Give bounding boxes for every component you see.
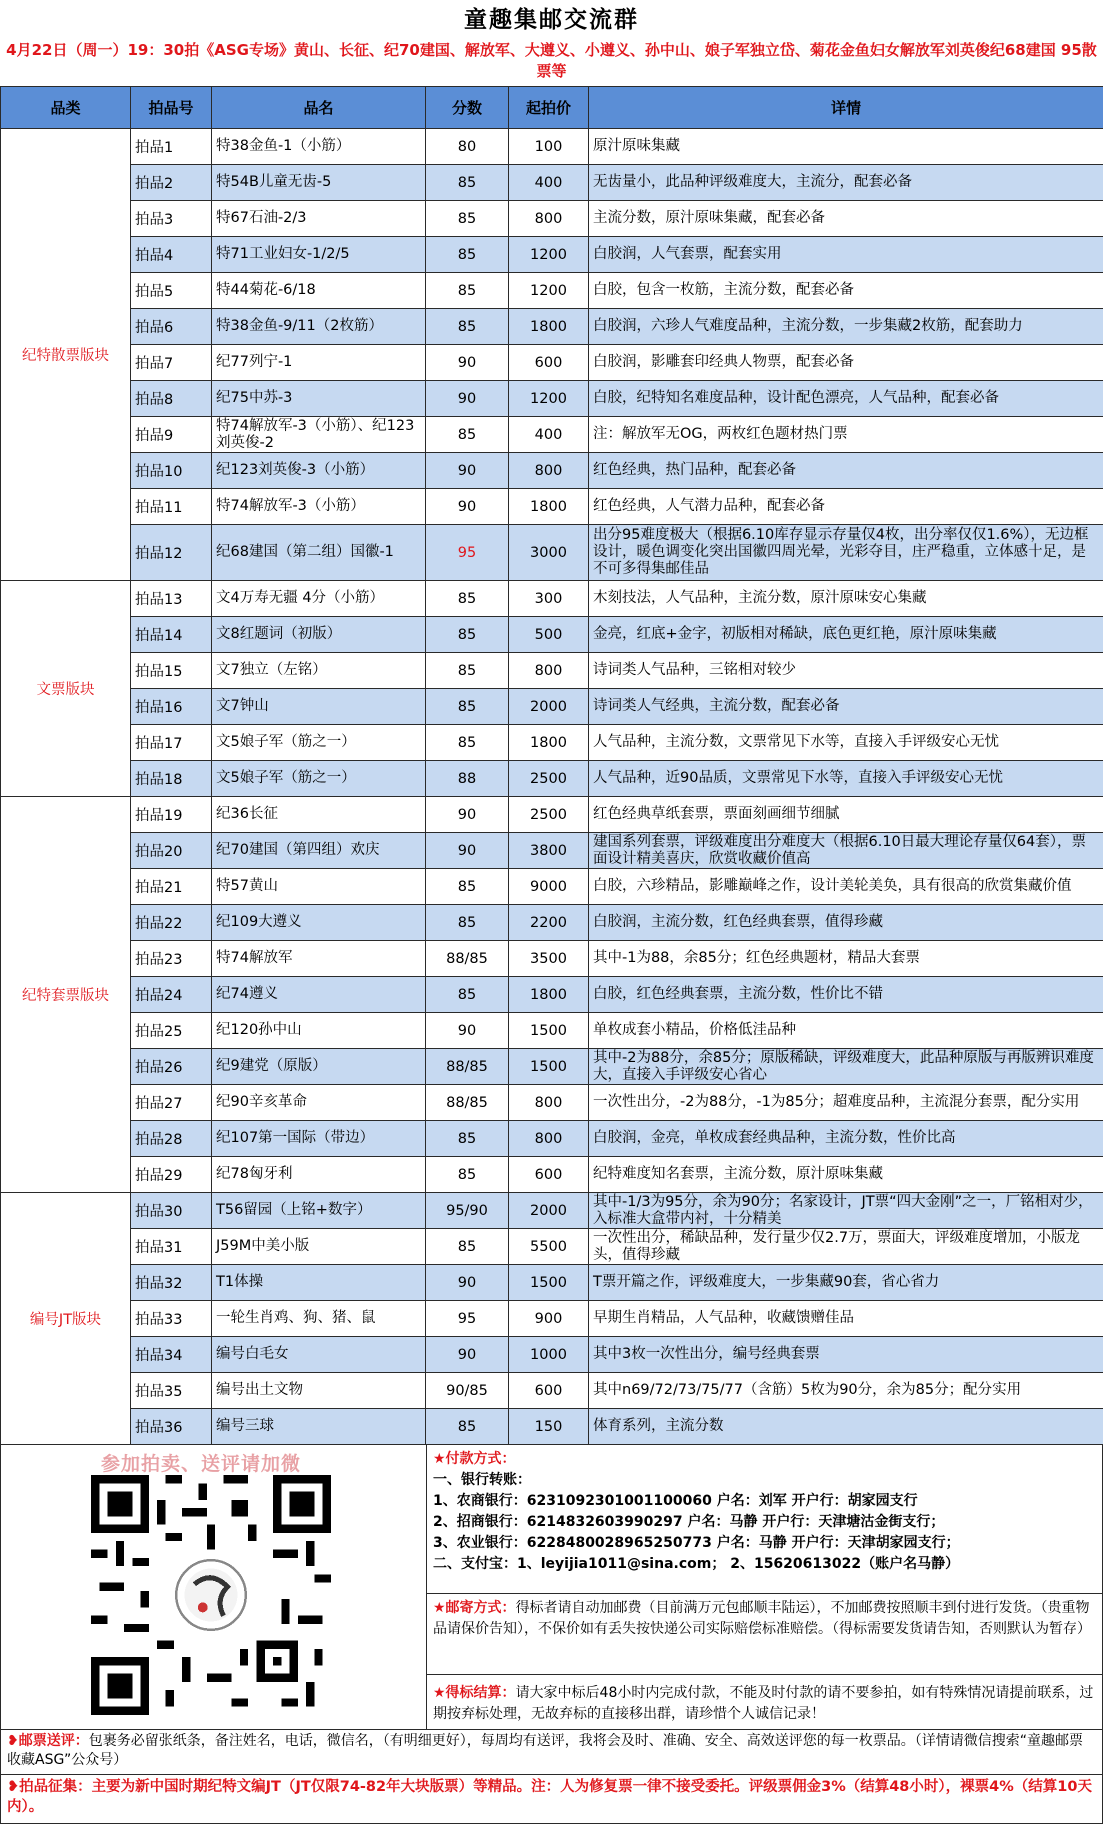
lot-name-cell: 文4万寿无疆 4分（小筋） xyxy=(212,581,426,617)
review-note xyxy=(0,1729,1103,1775)
lot-score-cell: 85 xyxy=(426,165,509,201)
lot-detail-cell: 白胶润，六珍人气难度品种，主流分数，一步集藏2枚筋，配套助力 xyxy=(589,309,1103,345)
table-row xyxy=(1,761,1103,797)
lot-score-cell: 90 xyxy=(426,345,509,381)
table-row xyxy=(1,617,1103,653)
mailing-label: ★邮寄方式： xyxy=(433,1600,516,1616)
lot-detail-cell: 人气品种，主流分数，文票常见下水等，直接入手评级安心无忧 xyxy=(589,725,1103,761)
lot-name-cell: 特54B儿童无齿-5 xyxy=(212,165,426,201)
lot-detail-cell: 一次性出分，稀缺品种，发行量少仅2.7万，票面大，评级难度增加，小版龙头，值得珍藏 xyxy=(589,1229,1103,1265)
lot-detail-cell: 纪特难度知名套票，主流分数，原汁原味集藏 xyxy=(589,1157,1103,1193)
lot-price-cell: 1800 xyxy=(509,977,589,1013)
lot-number-cell: 拍品24 xyxy=(131,977,212,1013)
lot-name-cell: 纪123刘英俊-3（小筋） xyxy=(212,453,426,489)
lot-score-cell: 85 xyxy=(426,1121,509,1157)
lot-price-cell: 3000 xyxy=(509,525,589,581)
lot-name-cell: 特74解放军-3（小筋） xyxy=(212,489,426,525)
lot-score-cell: 95 xyxy=(426,1301,509,1337)
category-cell: 纪特套票版块 xyxy=(1,797,131,1193)
lot-price-cell: 400 xyxy=(509,417,589,453)
lot-name-cell: 纪74遵义 xyxy=(212,977,426,1013)
col-header-score: 分数 xyxy=(426,87,509,129)
table-row xyxy=(1,381,1103,417)
lot-name-cell: 一轮生肖鸡、狗、猪、鼠 xyxy=(212,1301,426,1337)
lot-name-cell: T56留园（上铭+数字） xyxy=(212,1193,426,1229)
lot-price-cell: 600 xyxy=(509,1373,589,1409)
lot-number-cell: 拍品14 xyxy=(131,617,212,653)
collect-text: 主要为新中国时期纪特文编JT（JT仅限74-82年大块版票）等精品。注：人为修复票一律不接受委托。评级票佣金3%（结算48小时），裸票4%（结算10天内）。 xyxy=(7,1779,1092,1815)
lot-score-cell: 85 xyxy=(426,905,509,941)
lot-price-cell: 1200 xyxy=(509,381,589,417)
lot-price-cell: 2200 xyxy=(509,905,589,941)
lot-score-cell: 85 xyxy=(426,581,509,617)
lot-number-cell: 拍品29 xyxy=(131,1157,212,1193)
lot-detail-cell: 红色经典，热门品种，配套必备 xyxy=(589,453,1103,489)
lot-score-cell: 95 xyxy=(426,525,509,581)
lot-detail-cell: 原汁原味集藏 xyxy=(589,129,1103,165)
lot-price-cell: 800 xyxy=(509,1121,589,1157)
lot-number-cell: 拍品9 xyxy=(131,417,212,453)
lot-number-cell: 拍品5 xyxy=(131,273,212,309)
lot-detail-cell: 金亮，红底+金字，初版相对稀缺，底色更红艳，原汁原味集藏 xyxy=(589,617,1103,653)
lot-number-cell: 拍品1 xyxy=(131,129,212,165)
collect-note xyxy=(0,1775,1103,1824)
lot-price-cell: 800 xyxy=(509,653,589,689)
lot-detail-cell: 单枚成套小精品，价格低洼品种 xyxy=(589,1013,1103,1049)
lot-name-cell: 文5娘子军（筋之一） xyxy=(212,761,426,797)
lot-score-cell: 85 xyxy=(426,309,509,345)
lot-score-cell: 90/85 xyxy=(426,1373,509,1409)
lot-score-cell: 85 xyxy=(426,1157,509,1193)
lot-score-cell: 85 xyxy=(426,417,509,453)
table-row xyxy=(1,489,1103,525)
lot-number-cell: 拍品30 xyxy=(131,1193,212,1229)
lot-detail-cell: 木刻技法，人气品种，主流分数，原汁原味安心集藏 xyxy=(589,581,1103,617)
qr-code-icon xyxy=(91,1475,331,1715)
lot-number-cell: 拍品26 xyxy=(131,1049,212,1085)
lot-detail-cell: 人气品种，近90品质，文票常见下水等，直接入手评级安心无忧 xyxy=(589,761,1103,797)
review-text: 包裹务必留张纸条，备注姓名，电话，微信名，（有明细更好），每周均有送评，我将会及时、准确、安全、高效送评您的每一枚票品。（详情请微信搜索“童趣邮票收藏ASG”公众号） xyxy=(7,1733,1083,1768)
lot-price-cell: 150 xyxy=(509,1409,589,1445)
table-row xyxy=(1,797,1103,833)
lot-number-cell: 拍品17 xyxy=(131,725,212,761)
lot-name-cell: 纪36长征 xyxy=(212,797,426,833)
table-row xyxy=(1,345,1103,381)
lot-price-cell: 3500 xyxy=(509,941,589,977)
lot-detail-cell: 白胶润，金亮，单枚成套经典品种，主流分数，性价比高 xyxy=(589,1121,1103,1157)
lot-name-cell: 特74解放军 xyxy=(212,941,426,977)
lot-price-cell: 2000 xyxy=(509,1193,589,1229)
table-row xyxy=(1,689,1103,725)
lot-score-cell: 88/85 xyxy=(426,1085,509,1121)
lot-number-cell: 拍品19 xyxy=(131,797,212,833)
lot-price-cell: 1500 xyxy=(509,1013,589,1049)
col-header-detail: 详情 xyxy=(589,87,1103,129)
lot-price-cell: 500 xyxy=(509,617,589,653)
lot-number-cell: 拍品15 xyxy=(131,653,212,689)
lot-detail-cell: 红色经典草纸套票，票面刻画细节细腻 xyxy=(589,797,1103,833)
lot-score-cell: 85 xyxy=(426,273,509,309)
lot-price-cell: 1200 xyxy=(509,273,589,309)
lot-number-cell: 拍品8 xyxy=(131,381,212,417)
lot-name-cell: 纪68建国（第二组）国徽-1 xyxy=(212,525,426,581)
lot-price-cell: 800 xyxy=(509,1085,589,1121)
lot-score-cell: 90 xyxy=(426,1337,509,1373)
table-row xyxy=(1,833,1103,869)
collect-label: ❥拍品征集： xyxy=(7,1779,92,1795)
settlement-text: 请大家中标后48小时内完成付款，不能及时付款的请不要参拍，如有特殊情况请提前联系，过期按弃标处理，无故弃标的直接移出群，请珍惜个人诚信记录！ xyxy=(433,1685,1094,1722)
table-row xyxy=(1,309,1103,345)
lot-name-cell: 编号三球 xyxy=(212,1409,426,1445)
table-row xyxy=(1,165,1103,201)
lot-detail-cell: 诗词类人气经典，主流分数，配套必备 xyxy=(589,689,1103,725)
lot-price-cell: 400 xyxy=(509,165,589,201)
lot-score-cell: 90 xyxy=(426,453,509,489)
qr-area xyxy=(1,1445,427,1729)
lot-name-cell: 文5娘子军（筋之一） xyxy=(212,725,426,761)
lot-number-cell: 拍品31 xyxy=(131,1229,212,1265)
lot-price-cell: 1200 xyxy=(509,237,589,273)
qr-caption: 参加拍卖、送评请加微 xyxy=(101,1453,302,1475)
lot-name-cell: 编号出土文物 xyxy=(212,1373,426,1409)
lot-score-cell: 85 xyxy=(426,869,509,905)
lot-score-cell: 85 xyxy=(426,725,509,761)
lot-number-cell: 拍品32 xyxy=(131,1265,212,1301)
table-header-row xyxy=(1,87,1103,129)
table-row xyxy=(1,869,1103,905)
lot-detail-cell: 红色经典，人气潜力品种，配套必备 xyxy=(589,489,1103,525)
lot-detail-cell: 无齿量小，此品种评级难度大，主流分，配套必备 xyxy=(589,165,1103,201)
table-row xyxy=(1,1193,1103,1229)
payment-line: 2、招商银行：6214832603990297 户名：马静 开户行：天津塘沽金街支行； xyxy=(433,1514,945,1530)
table-row xyxy=(1,1013,1103,1049)
lot-number-cell: 拍品6 xyxy=(131,309,212,345)
lot-name-cell: T1体操 xyxy=(212,1265,426,1301)
table-row xyxy=(1,1157,1103,1193)
table-row xyxy=(1,237,1103,273)
lot-price-cell: 1500 xyxy=(509,1265,589,1301)
lot-number-cell: 拍品16 xyxy=(131,689,212,725)
lot-score-cell: 90 xyxy=(426,1013,509,1049)
lot-score-cell: 85 xyxy=(426,977,509,1013)
lot-name-cell: 编号白毛女 xyxy=(212,1337,426,1373)
lot-number-cell: 拍品12 xyxy=(131,525,212,581)
lot-name-cell: 纪77列宁-1 xyxy=(212,345,426,381)
lot-price-cell: 2500 xyxy=(509,761,589,797)
table-row xyxy=(1,905,1103,941)
payment-line: 一、银行转账： xyxy=(433,1472,531,1488)
table-row xyxy=(1,1085,1103,1121)
mailing-section xyxy=(427,1594,1102,1675)
lot-price-cell: 300 xyxy=(509,581,589,617)
lot-detail-cell: 一次性出分，-2为88分，-1为85分；超难度品种，主流混分套票，配分实用 xyxy=(589,1085,1103,1121)
lot-detail-cell: 其中-2为88分，余85分；原版稀缺，评级难度大，此品种原版与再版辨识难度大，直接入手评级安心省心 xyxy=(589,1049,1103,1085)
lots-body xyxy=(1,129,1103,1445)
lot-price-cell: 800 xyxy=(509,453,589,489)
lot-number-cell: 拍品21 xyxy=(131,869,212,905)
info-panel xyxy=(427,1445,1102,1729)
lot-price-cell: 2000 xyxy=(509,689,589,725)
lot-detail-cell: 建国系列套票，评级难度出分难度大（根据6.10日最大理论存量仅64套），票面设计精美喜庆，欣赏收藏价值高 xyxy=(589,833,1103,869)
lot-detail-cell: 白胶润，主流分数，红色经典套票，值得珍藏 xyxy=(589,905,1103,941)
lot-name-cell: 纪107第一国际（带边） xyxy=(212,1121,426,1157)
lot-number-cell: 拍品34 xyxy=(131,1337,212,1373)
lot-price-cell: 5500 xyxy=(509,1229,589,1265)
category-cell: 文票版块 xyxy=(1,581,131,797)
table-row xyxy=(1,725,1103,761)
settlement-label: ★得标结算： xyxy=(433,1685,516,1701)
table-row xyxy=(1,273,1103,309)
payment-line: 二、支付宝：1、leyijia1011@sina.com； 2、15620613022（账户名马静） xyxy=(433,1556,960,1572)
lot-number-cell: 拍品20 xyxy=(131,833,212,869)
col-header-start-price: 起拍价 xyxy=(509,87,589,129)
table-row xyxy=(1,1265,1103,1301)
lot-score-cell: 85 xyxy=(426,1229,509,1265)
lot-price-cell: 1800 xyxy=(509,489,589,525)
payment-section xyxy=(427,1445,1102,1594)
lot-number-cell: 拍品22 xyxy=(131,905,212,941)
page-title: 童趣集邮交流群 xyxy=(464,7,639,33)
lot-score-cell: 90 xyxy=(426,1265,509,1301)
lot-detail-cell: 白胶，纪特知名难度品种，设计配色漂亮，人气品种，配套必备 xyxy=(589,381,1103,417)
lot-detail-cell: 白胶，红色经典套票，主流分数，性价比不错 xyxy=(589,977,1103,1013)
lot-number-cell: 拍品28 xyxy=(131,1121,212,1157)
col-header-category: 品类 xyxy=(1,87,131,129)
lot-score-cell: 85 xyxy=(426,237,509,273)
lot-number-cell: 拍品13 xyxy=(131,581,212,617)
lot-detail-cell: 其中n69/72/73/75/77（含筋）5枚为90分，余为85分；配分实用 xyxy=(589,1373,1103,1409)
lot-number-cell: 拍品25 xyxy=(131,1013,212,1049)
lot-price-cell: 2500 xyxy=(509,797,589,833)
col-header-name: 品名 xyxy=(212,87,426,129)
lot-score-cell: 95/90 xyxy=(426,1193,509,1229)
lot-name-cell: 纪109大遵义 xyxy=(212,905,426,941)
lot-detail-cell: 体育系列，主流分数 xyxy=(589,1409,1103,1445)
lot-detail-cell: 白胶，包含一枚筋，主流分数，配套必备 xyxy=(589,273,1103,309)
lot-detail-cell: 诗词类人气品种，三铭相对较少 xyxy=(589,653,1103,689)
lot-name-cell: 文8红题词（初版） xyxy=(212,617,426,653)
payment-line: 1、农商银行：6231092301001100060 户名：刘军 开户行：胡家园支行 xyxy=(433,1493,918,1509)
lot-name-cell: 纪78匈牙利 xyxy=(212,1157,426,1193)
lot-name-cell: 特38金鱼-9/11（2枚筋） xyxy=(212,309,426,345)
lot-number-cell: 拍品11 xyxy=(131,489,212,525)
category-cell: 纪特散票版块 xyxy=(1,129,131,581)
settlement-section xyxy=(427,1675,1102,1733)
lot-score-cell: 90 xyxy=(426,381,509,417)
category-cell: 编号JT版块 xyxy=(1,1193,131,1445)
lot-price-cell: 1800 xyxy=(509,309,589,345)
lot-number-cell: 拍品7 xyxy=(131,345,212,381)
lot-number-cell: 拍品23 xyxy=(131,941,212,977)
lot-detail-cell: 其中-1/3为95分，余为90分；名家设计，JT票“四大金刚”之一，厂铭相对少，入标准大盒带内衬，十分精美 xyxy=(589,1193,1103,1229)
lots-table xyxy=(0,86,1103,1445)
lot-detail-cell: 主流分数，原汁原味集藏，配套必备 xyxy=(589,201,1103,237)
mailing-text: 得标者请自动加邮费（目前满万元包邮顺丰陆运），不加邮费按照顺丰到付进行发货。（贵重物品请保价告知），不保价如有丢失按快递公司实际赔偿标准赔偿。（得标需要发货请告知，否则默认为暂存） xyxy=(433,1600,1091,1637)
lot-price-cell: 800 xyxy=(509,201,589,237)
lot-number-cell: 拍品18 xyxy=(131,761,212,797)
lot-number-cell: 拍品27 xyxy=(131,1085,212,1121)
payment-label: ★付款方式： xyxy=(433,1451,516,1467)
lot-detail-cell: 其中3枚一次性出分，编号经典套票 xyxy=(589,1337,1103,1373)
lot-score-cell: 85 xyxy=(426,1409,509,1445)
lot-number-cell: 拍品10 xyxy=(131,453,212,489)
lot-name-cell: 特38金鱼-1（小筋） xyxy=(212,129,426,165)
lot-number-cell: 拍品35 xyxy=(131,1373,212,1409)
lot-score-cell: 88/85 xyxy=(426,941,509,977)
lot-price-cell: 3800 xyxy=(509,833,589,869)
lot-name-cell: 文7钟山 xyxy=(212,689,426,725)
lot-price-cell: 600 xyxy=(509,345,589,381)
table-row xyxy=(1,1229,1103,1265)
lot-number-cell: 拍品33 xyxy=(131,1301,212,1337)
lot-detail-cell: T票开篇之作，评级难度大，一步集藏90套，省心省力 xyxy=(589,1265,1103,1301)
lot-price-cell: 1500 xyxy=(509,1049,589,1085)
lot-detail-cell: 其中-1为88，余85分；红色经典题材，精品大套票 xyxy=(589,941,1103,977)
lot-name-cell: 特57黄山 xyxy=(212,869,426,905)
lot-score-cell: 90 xyxy=(426,797,509,833)
lot-detail-cell: 早期生肖精品，人气品种，收藏馈赠佳品 xyxy=(589,1301,1103,1337)
table-row xyxy=(1,977,1103,1013)
lot-score-cell: 80 xyxy=(426,129,509,165)
table-row xyxy=(1,1337,1103,1373)
table-row xyxy=(1,1049,1103,1085)
lot-number-cell: 拍品3 xyxy=(131,201,212,237)
lot-detail-cell: 出分95难度极大（根据6.10库存显示存量仅4枚，出分率仅仅1.6%），无边框设计，暖色调变化突出国徽四周光晕，光彩夺目，庄严稳重，立体感十足，是不可多得集邮佳品 xyxy=(589,525,1103,581)
lot-name-cell: 纪9建党（原版） xyxy=(212,1049,426,1085)
table-row xyxy=(1,941,1103,977)
lot-score-cell: 85 xyxy=(426,653,509,689)
table-row xyxy=(1,1121,1103,1157)
lot-number-cell: 拍品2 xyxy=(131,165,212,201)
table-row xyxy=(1,1373,1103,1409)
lot-price-cell: 100 xyxy=(509,129,589,165)
col-header-lot-no: 拍品号 xyxy=(131,87,212,129)
lot-price-cell: 1800 xyxy=(509,725,589,761)
table-row xyxy=(1,129,1103,165)
lot-name-cell: 特71工业妇女-1/2/5 xyxy=(212,237,426,273)
lot-detail-cell: 白胶润，人气套票，配套实用 xyxy=(589,237,1103,273)
lot-price-cell: 1000 xyxy=(509,1337,589,1373)
lot-score-cell: 90 xyxy=(426,489,509,525)
lot-price-cell: 600 xyxy=(509,1157,589,1193)
lot-score-cell: 88/85 xyxy=(426,1049,509,1085)
table-row xyxy=(1,525,1103,581)
lot-detail-cell: 白胶润，影雕套印经典人物票，配套必备 xyxy=(589,345,1103,381)
lot-name-cell: 纪75中苏-3 xyxy=(212,381,426,417)
lot-name-cell: 纪70建国（第四组）欢庆 xyxy=(212,833,426,869)
payment-line: 3、农业银行：6228480028965250773 户名：马静 开户行：天津胡家园支行； xyxy=(433,1535,960,1551)
lot-name-cell: J59M中美小版 xyxy=(212,1229,426,1265)
lot-number-cell: 拍品4 xyxy=(131,237,212,273)
auction-subtitle: 4月22日（周一）19：30拍《ASG专场》黄山、长征、纪70建国、解放军、大遵义、小遵义、孙中山、娘子军独立岱、菊花金鱼妇女解放军刘英俊纪68建国 95散票等 xyxy=(6,41,1097,80)
lot-name-cell: 纪90辛亥革命 xyxy=(212,1085,426,1121)
table-row xyxy=(1,417,1103,453)
table-row xyxy=(1,581,1103,617)
lot-number-cell: 拍品36 xyxy=(131,1409,212,1445)
lot-detail-cell: 白胶，六珍精品，影雕巅峰之作，设计美轮美奂，具有很高的欣赏集藏价值 xyxy=(589,869,1103,905)
lot-name-cell: 文7独立（左铭） xyxy=(212,653,426,689)
review-label: ❥邮票送评： xyxy=(7,1733,89,1749)
table-row xyxy=(1,1301,1103,1337)
info-section xyxy=(0,1445,1103,1729)
lot-score-cell: 88 xyxy=(426,761,509,797)
lot-detail-cell: 注：解放军无OG，两枚红色题材热门票 xyxy=(589,417,1103,453)
lot-name-cell: 特44菊花-6/18 xyxy=(212,273,426,309)
table-row xyxy=(1,453,1103,489)
lot-name-cell: 纪120孙中山 xyxy=(212,1013,426,1049)
table-row xyxy=(1,653,1103,689)
lot-score-cell: 90 xyxy=(426,833,509,869)
lot-price-cell: 9000 xyxy=(509,869,589,905)
lot-price-cell: 900 xyxy=(509,1301,589,1337)
lot-name-cell: 特74解放军-3（小筋）、纪123刘英俊-2 xyxy=(212,417,426,453)
lot-score-cell: 85 xyxy=(426,201,509,237)
table-row xyxy=(1,1409,1103,1445)
lot-score-cell: 85 xyxy=(426,689,509,725)
table-row xyxy=(1,201,1103,237)
lot-score-cell: 85 xyxy=(426,617,509,653)
lot-name-cell: 特67石油-2/3 xyxy=(212,201,426,237)
